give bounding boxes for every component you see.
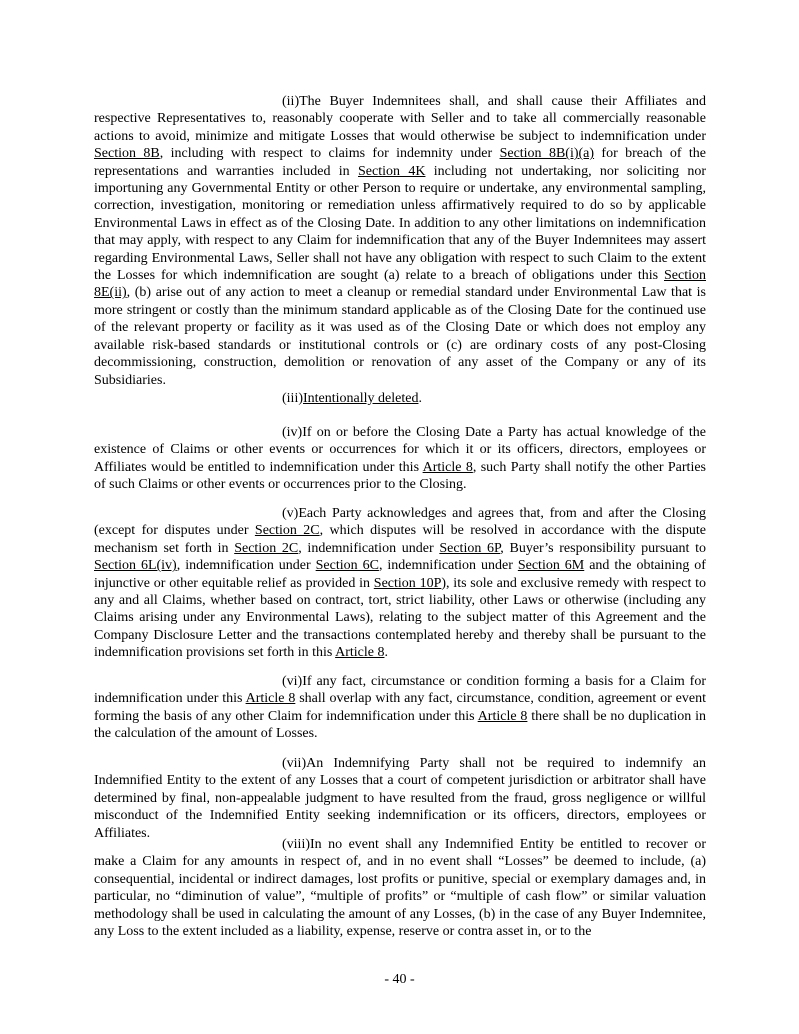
- paragraph-text: An Indemnifying Party shall not be required to indemnify an Indemnified Entity to the extent of any Losses that a court of competent jurisdiction or arbitrator shall have determined by final, non-appealable judgment to have resulted from the fraud, gross negligence or willful misconduct of the Indemnified Entity seeking indemnification or its officers, directors, employees or Affiliates.: [94, 756, 706, 841]
- paragraph-text: , (b) arise out of any action to meet a cleanup or remedial standard under Environmental Law that is more stringent or costly than the minimum standard applicable as of the Closing Date for the continued use of the relevant property or facility as it was used as of the Closing Date or which does not employ any available risk-based standards or institutional controls or (c) are ordinary costs of any post-Closing decommissioning, construction, demolition or renovation of any asset of the Company or any of its Subsidiaries.: [94, 285, 706, 388]
- paragraph-text: , indemnification under: [378, 558, 518, 574]
- cross-reference: Section 6C: [315, 558, 379, 574]
- paragraph-number: (vi): [282, 674, 303, 689]
- paragraph-text: including not undertaking, nor soliciting nor importuning any Governmental Entity or other Person to require or undertake, any environmental sampling, correction, investigation, monitoring or remediation unless affirmatively required to do so by applicable Environmental Laws in effect as of the Closing Date. In addition to any other limitations on indemnification that may apply, with respect to any Claim for indemnification that any of the Buyer Indemnitees may assert regarding Environmental Laws, Seller shall not have any obligation with respect to such Claim to the extent the Losses for which indemnification are sought (a) relate to a breach of obligations under this: [94, 163, 707, 284]
- paragraph-text: , such Party shall notify the other Parties of such Claims or other events or occurrences prior to the Closing.: [94, 459, 706, 493]
- paragraph-text: In no event shall any Indemnified Entity be entitled to recover or make a Claim for any amounts in respect of, and in no event shall “Losses” be deemed to include, (a) consequential, incidental or indirect damages, lost profits or punitive, special or exemplary damages and, in particular, no “diminution of value”, “multiple of profits” or “multiple of cash flow” or similar valuation methodology shall be used in calculating the amount of any Losses, (b) in the case of any Buyer Indemnitee, any Loss to the extent included as a liability, expense, reserve or contra asset in, or to the: [94, 837, 706, 940]
- cross-reference: Section 8B: [94, 146, 160, 162]
- paragraph-text: and the obtaining of injunctive or other equitable relief as provided in: [94, 558, 706, 591]
- cross-reference: Article 8: [335, 645, 385, 661]
- paragraph-number: (ii): [282, 94, 300, 109]
- paragraph-text: The Buyer Indemnitees shall, and shall cause their Affiliates and respective Representatives to, reasonably cooperate with Seller and to take all commercially reasonable actions to avoid, minimize and mitigate Losses that would otherwise be subject to indemnification under: [94, 94, 706, 144]
- paragraph-number: (viii): [282, 837, 310, 852]
- paragraph-text: , including with respect to claims for indemnity under: [159, 146, 500, 162]
- cross-reference: Article 8: [422, 459, 473, 475]
- paragraph-text: , which disputes will be resolved in accordance with the dispute mechanism set forth in: [94, 523, 706, 556]
- paragraph-text: there shall be no duplication in the calculation of the amount of Losses.: [94, 708, 706, 742]
- cross-reference: Section 8B(i)(a): [499, 146, 595, 162]
- cross-reference: Section 6L(iv): [94, 558, 177, 574]
- paragraph-ii: [94, 93, 706, 389]
- paragraph-text: for breach of the representations and warranties included in: [94, 146, 706, 179]
- paragraph-text: .: [384, 645, 388, 661]
- cross-reference: Section 6M: [517, 558, 585, 574]
- cross-reference: Section 10P: [373, 575, 442, 591]
- paragraph-text: If on or before the Closing Date a Party has actual knowledge of the existence of Claims or other events or occurrences for which it or its officers, directors, employees or Affiliates would be entitled to indemnification under this: [94, 425, 706, 475]
- paragraph-vii: [94, 755, 706, 842]
- paragraph-text: , Buyer’s responsibility pursuant to: [500, 540, 706, 556]
- cross-reference: Section 2C: [234, 540, 299, 556]
- paragraph-number: (vii): [282, 756, 307, 771]
- paragraph-text: .: [418, 391, 422, 406]
- cross-reference: Article 8: [477, 708, 528, 724]
- cross-reference: Section 6P: [439, 540, 501, 556]
- cross-reference: Section 2C: [254, 523, 320, 539]
- cross-reference: Section 8E(ii): [94, 268, 706, 301]
- paragraph-text: shall overlap with any fact, circumstance, condition, agreement or event forming the basis of any other Claim for indemnification under this: [94, 691, 707, 724]
- paragraph-text: If any fact, circumstance or condition forming a basis for a Claim for indemnification under this: [94, 674, 706, 707]
- paragraph-viii: [94, 836, 706, 940]
- paragraph-iv: [94, 424, 706, 494]
- cross-reference: Intentionally deleted: [303, 391, 419, 406]
- cross-reference: Section 4K: [358, 163, 426, 179]
- paragraph-vi: [94, 673, 706, 743]
- paragraph-text: , indemnification under: [176, 558, 316, 574]
- cross-reference: Article 8: [245, 691, 296, 707]
- paragraph-text: Each Party acknowledges and agrees that, from and after the Closing (except for disputes under: [94, 506, 706, 539]
- paragraph-number: (v): [282, 506, 299, 521]
- page-number: - 40 -: [384, 972, 415, 987]
- paragraph-v: [94, 505, 706, 662]
- paragraph-number: (iii): [282, 391, 303, 406]
- paragraph-number: (iv): [282, 425, 303, 440]
- paragraph-iii: [94, 390, 706, 407]
- paragraph-text: ), its sole and exclusive remedy with respect to any and all Claims, whether based on contract, tort, strict liability, other Laws or otherwise (including any Claims arising under any Environmental Laws), relating to the subject matter of this Agreement and the Company Disclosure Letter and the transactions contemplated hereby and thereby shall be pursuant to the indemnification provisions set forth in this: [94, 575, 706, 661]
- paragraph-text: , indemnification under: [298, 540, 440, 556]
